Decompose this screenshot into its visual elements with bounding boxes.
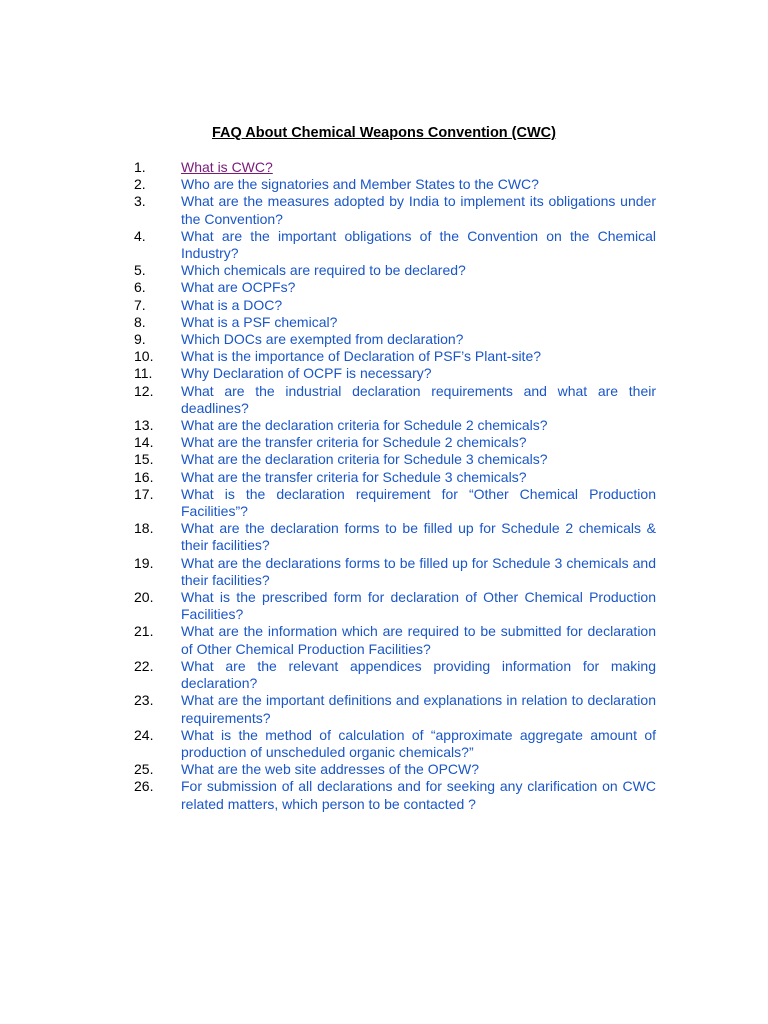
faq-item-number: 21. [134, 623, 154, 640]
faq-list-item [134, 520, 656, 554]
faq-item-number: 24. [134, 726, 154, 743]
faq-list-item [134, 417, 656, 434]
faq-item-number: 16. [134, 468, 154, 485]
faq-question-link[interactable]: What are the transfer criteria for Schedule 3 chemicals? [181, 468, 527, 485]
faq-item-number: 18. [134, 520, 154, 537]
faq-list-item [134, 228, 656, 262]
faq-question-link[interactable]: What are the declaration forms to be filled up for Schedule 2 chemicals & their facilities? [181, 520, 656, 554]
faq-list-item [134, 262, 656, 279]
faq-item-number: 5. [134, 262, 146, 279]
faq-question-link[interactable]: What are the information which are required to be submitted for declaration of Other Chemical Production Facilities? [181, 623, 656, 657]
faq-question-link[interactable]: Which chemicals are required to be declared? [181, 262, 466, 279]
faq-list-item [134, 159, 656, 176]
faq-list-item [134, 297, 656, 314]
faq-list-item [134, 589, 656, 623]
faq-question-link[interactable]: What are the web site addresses of the OPCW? [181, 761, 480, 778]
faq-list-item [134, 176, 656, 193]
faq-list-item [134, 486, 656, 520]
faq-question-list [134, 159, 656, 813]
faq-list-item [134, 193, 656, 227]
faq-item-number: 20. [134, 589, 154, 606]
faq-item-number: 2. [134, 176, 146, 193]
faq-question-link[interactable]: What is a DOC? [181, 296, 283, 313]
faq-list-item [134, 692, 656, 726]
faq-item-number: 22. [134, 657, 154, 674]
faq-list-item [134, 383, 656, 417]
faq-question-link[interactable]: What are the important obligations of the Convention on the Chemical Industry? [181, 227, 656, 262]
faq-question-link[interactable]: What is a PSF chemical? [181, 313, 338, 330]
faq-list-item [134, 434, 656, 451]
faq-question-link[interactable]: What are the relevant appendices providing information for making declaration? [181, 657, 656, 692]
faq-item-number: 19. [134, 554, 154, 571]
faq-question-link[interactable]: What are the important definitions and explanations in relation to declaration requirements? [181, 692, 656, 726]
faq-list-item [134, 778, 656, 812]
faq-list-item [134, 761, 656, 778]
faq-list-item [134, 469, 656, 486]
faq-question-link[interactable]: What are the declarations forms to be filled up for Schedule 3 chemicals and their facilities? [181, 554, 656, 588]
faq-item-number: 4. [134, 227, 146, 244]
faq-list-item [134, 279, 656, 296]
faq-item-number: 15. [134, 451, 154, 468]
faq-question-link[interactable]: Why Declaration of OCPF is necessary? [181, 365, 432, 382]
faq-question-link[interactable]: What are the declaration criteria for Schedule 2 chemicals? [181, 417, 548, 434]
faq-item-number: 9. [134, 331, 146, 348]
faq-list-item [134, 623, 656, 657]
faq-question-link[interactable]: What is the method of calculation of “approximate aggregate amount of production of unscheduled organic chemicals?” [181, 726, 656, 760]
faq-item-number: 8. [134, 313, 146, 330]
faq-list-item [134, 658, 656, 692]
faq-list-item [134, 331, 656, 348]
faq-list-item [134, 727, 656, 761]
faq-item-number: 26. [134, 778, 154, 795]
faq-item-number: 10. [134, 348, 154, 365]
faq-question-link[interactable]: For submission of all declarations and for seeking any clarification on CWC related matters, which person to be contacted ? [181, 778, 656, 812]
faq-question-link[interactable]: What are the declaration criteria for Schedule 3 chemicals? [181, 451, 548, 468]
faq-question-link[interactable]: What is the declaration requirement for “Other Chemical Production Facilities”? [181, 485, 656, 520]
faq-item-number: 17. [134, 485, 154, 502]
faq-question-link[interactable]: What is the prescribed form for declaration of Other Chemical Production Facilities? [181, 589, 656, 623]
faq-item-number: 7. [134, 296, 146, 313]
faq-item-number: 14. [134, 434, 154, 451]
faq-question-link[interactable]: What are the industrial declaration requirements and what are their deadlines? [181, 382, 656, 416]
faq-item-number: 12. [134, 382, 154, 399]
faq-item-number: 6. [134, 279, 146, 296]
faq-list-item [134, 365, 656, 382]
faq-item-number: 3. [134, 193, 146, 210]
faq-question-link[interactable]: What is CWC? [181, 159, 273, 175]
faq-question-link[interactable]: What are the transfer criteria for Schedule 2 chemicals? [181, 434, 527, 451]
faq-list-item [134, 451, 656, 468]
faq-question-link[interactable]: What are OCPFs? [181, 279, 296, 296]
faq-item-number: 25. [134, 761, 154, 778]
faq-item-number: 11. [134, 365, 153, 382]
faq-question-link[interactable]: What is the importance of Declaration of PSF’s Plant-site? [181, 348, 542, 365]
page-title: FAQ About Chemical Weapons Convention (CWC) [212, 125, 556, 141]
faq-question-link[interactable]: What are the measures adopted by India to implement its obligations under the Convention? [181, 193, 656, 227]
faq-item-number: 23. [134, 692, 154, 709]
faq-question-link[interactable]: Who are the signatories and Member States to the CWC? [181, 176, 539, 193]
faq-list-item [134, 555, 656, 589]
faq-item-number: 1. [134, 159, 146, 175]
faq-question-link[interactable]: Which DOCs are exempted from declaration? [181, 331, 464, 348]
faq-list-item [134, 348, 656, 365]
faq-item-number: 13. [134, 417, 154, 434]
faq-list-item [134, 314, 656, 331]
